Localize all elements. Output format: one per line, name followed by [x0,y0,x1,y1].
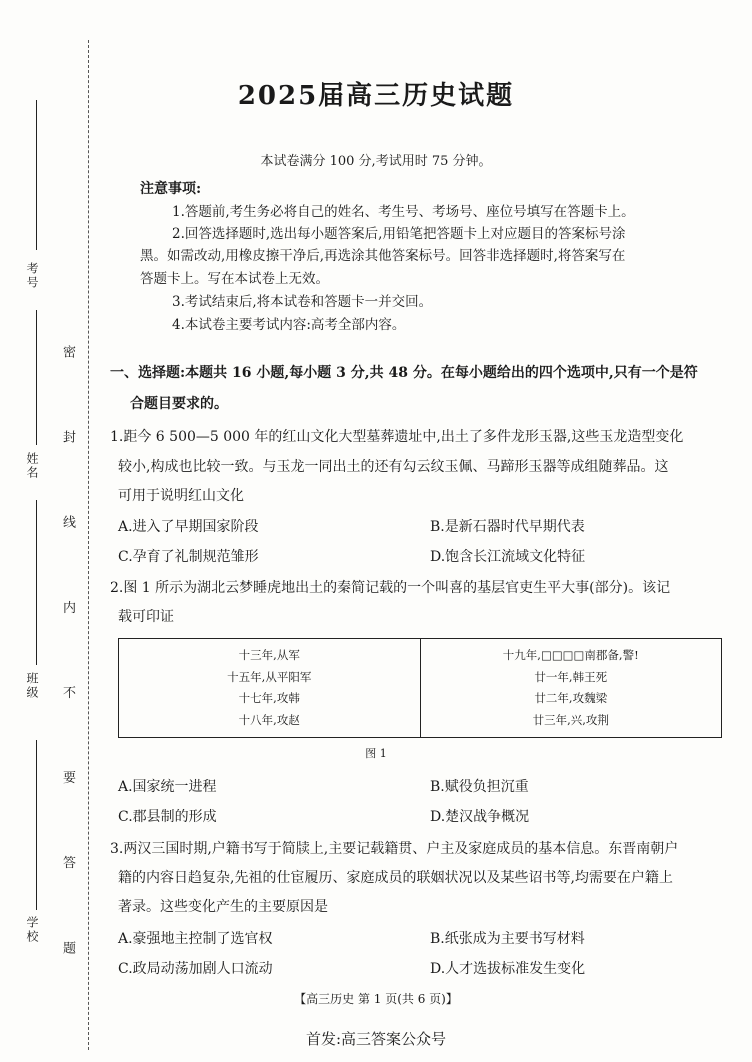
class-label: 班级 [25,672,39,700]
q1-option-a[interactable]: A.进入了早期国家阶段 [118,519,259,535]
q3-option-d[interactable]: D.人才选拔标准发生变化 [430,961,586,977]
table-cell: 廿二年,攻魏梁 [534,691,608,705]
q2-stem: 载可印证 [118,609,174,625]
table-left-column [119,639,421,738]
exam-info: 本试卷满分 100 分,考试用时 75 分钟。 [260,154,492,169]
table-cell: 十八年,攻赵 [238,712,300,727]
exam-no-line [36,100,37,250]
page-footer: 【高三历史 第 1 页(共 6 页)】 [294,992,458,1006]
q2-option-d[interactable]: D.楚汉战争概况 [430,809,530,825]
table-cell: 十五年,从平阳军 [227,669,312,684]
notice-line: 1.答题前,考生务必将自己的姓名、考生号、考场号、座位号填写在答题卡上。 [172,204,635,220]
seal-dashed-line [88,40,89,1050]
table-right-column [420,639,722,738]
table-cell: 十九年,□□□□南郡备,警! [502,648,639,662]
notice-line: 黑。如需改动,用橡皮擦干净后,再选涂其他答案标号。回答非选择题时,将答案写在 [140,248,626,264]
q2-figure-table [118,638,722,738]
exam-no-label: 考号 [25,262,39,290]
school-label: 学校 [25,916,39,944]
table-cell: 十三年,从军 [238,648,300,662]
notice-line: 4.本试卷主要考试内容:高考全部内容。 [172,317,406,333]
section-heading: 一、选择题:本题共 16 小题,每小题 3 分,共 48 分。在每小题给出的四个选项中,只有一个是符 [110,365,698,381]
q1-option-d[interactable]: D.饱含长江流域文化特征 [430,549,586,565]
q1-stem: 较小,构成也比较一致。与玉龙一同出土的还有勾云纹玉佩、马蹄形玉器等成组随葬品。这 [118,459,669,475]
table-cell: 廿一年,韩王死 [534,669,608,684]
notice-line: 答题卡上。写在本试卷上无效。 [140,271,329,287]
q3-option-a[interactable]: A.豪强地主控制了选官权 [118,931,273,947]
notice-heading: 注意事项: [140,181,202,197]
q3-stem: 3.两汉三国时期,户籍书写于简牍上,主要记载籍贯、户主及家庭成员的基本信息。东晋南朝户 [110,841,679,857]
notice-line: 3.考试结束后,将本试卷和答题卡一并交回。 [172,294,433,310]
q3-stem: 著录。这些变化产生的主要原因是 [118,899,328,915]
q3-stem: 籍的内容日趋复杂,先祖的仕宦履历、家庭成员的联姻状况以及某些诏书等,均需要在户籍上 [118,870,673,886]
q1-stem: 1.距今 6 500—5 000 年的红山文化大型墓葬遗址中,出土了多件龙形玉器,这些玉龙造型变化 [110,429,684,445]
figure-label: 图 1 [365,747,387,760]
q2-option-b[interactable]: B.赋役负担沉重 [430,779,529,795]
q1-option-c[interactable]: C.孕育了礼制规范雏形 [118,549,259,565]
school-line [36,740,37,910]
page-title: 2025届高三历史试题 [237,81,515,111]
source-note: 首发:高三答案公众号 [305,1030,447,1048]
q2-option-c[interactable]: C.郡县制的形成 [118,809,217,825]
table-cell: 十七年,攻韩 [238,691,300,705]
notice-line: 2.回答选择题时,选出每小题答案后,用铅笔把答题卡上对应题目的答案标号涂 [172,226,626,242]
seal-note: 密 封 线 内 不 要 答 题 [60,345,75,988]
q1-stem: 可用于说明红山文化 [118,488,244,504]
q3-option-b[interactable]: B.纸张成为主要书写材料 [430,931,585,947]
q2-option-a[interactable]: A.国家统一进程 [118,779,217,795]
q2-stem: 2.图 1 所示为湖北云梦睡虎地出土的秦简记载的一个叫喜的基层官吏生平大事(部分)。该记 [110,580,671,596]
q3-option-c[interactable]: C.政局动荡加剧人口流动 [118,961,273,977]
name-label: 姓名 [25,452,39,480]
section-heading-cont: 合题目要求的。 [130,396,228,412]
q1-option-b[interactable]: B.是新石器时代早期代表 [430,519,585,535]
name-line [36,310,37,445]
table-cell: 廿三年,兴,攻荆 [532,712,609,727]
class-line [36,500,37,665]
